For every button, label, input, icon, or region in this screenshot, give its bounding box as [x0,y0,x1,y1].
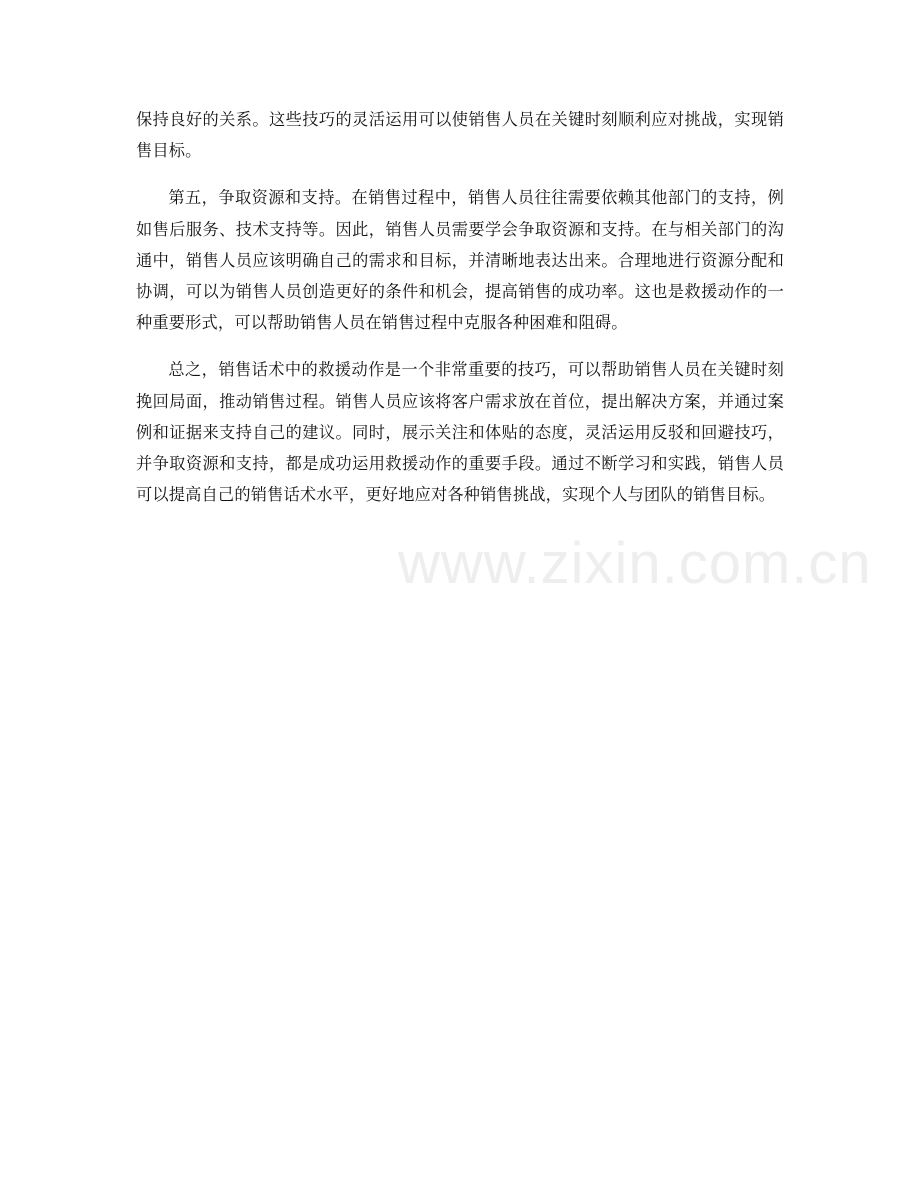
paragraph-continuation: 保持良好的关系。这些技巧的灵活运用可以使销售人员在关键时刻顺利应对挑战，实现销售目标。 [136,110,784,161]
document-body [136,104,784,526]
paragraph-conclusion: 总之，销售话术中的救援动作是一个非常重要的技巧，可以帮助销售人员在关键时刻挽回局面，推动销售过程。销售人员应该将客户需求放在首位，提出解决方案，并通过案例和证据来支持自己的建议。同时，展示关注和体贴的态度，灵活运用反驳和回避技巧，并争取资源和支持，都是成功运用救援动作的重要手段。通过不断学习和实践，销售人员可以提高自己的销售话术水平，更好地应对各种销售挑战，实现个人与团队的销售目标。 [136,360,784,505]
paragraph-fifth-point: 第五，争取资源和支持。在销售过程中，销售人员往往需要依赖其他部门的支持，例如售后服务、技术支持等。因此，销售人员需要学会争取资源和支持。在与相关部门的沟通中，销售人员应该明确自己的需求和目标，并清晰地表达出来。合理地进行资源分配和协调，可以为销售人员创造更好的条件和机会，提高销售的成功率。这也是救援动作的一种重要形式，可以帮助销售人员在销售过程中克服各种困难和阻碍。 [136,188,784,333]
site-watermark: www.zixin.com.cn [398,531,872,596]
